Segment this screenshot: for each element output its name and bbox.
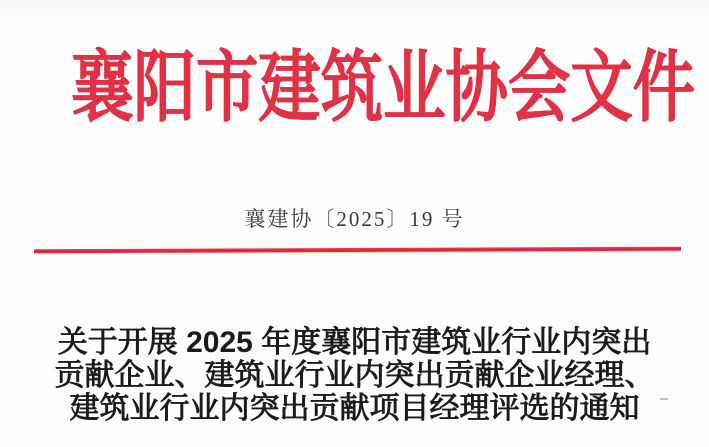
letterhead-title: 襄阳市建筑业协会文件 xyxy=(70,44,695,131)
notice-title-line-2: 贡献企业、建筑业行业内突出贡献企业经理、 xyxy=(54,359,655,392)
scan-artifact-speck xyxy=(660,398,668,400)
notice-title-line-3: 建筑业行业内突出贡献项目经理评选的通知 xyxy=(69,392,640,425)
notice-title xyxy=(0,326,709,425)
notice-title-line-1: 关于开展 2025 年度襄阳市建筑业行业内突出 xyxy=(57,326,652,359)
red-divider-line xyxy=(34,247,681,253)
document-number: 襄建协〔2025〕19 号 xyxy=(244,207,465,231)
